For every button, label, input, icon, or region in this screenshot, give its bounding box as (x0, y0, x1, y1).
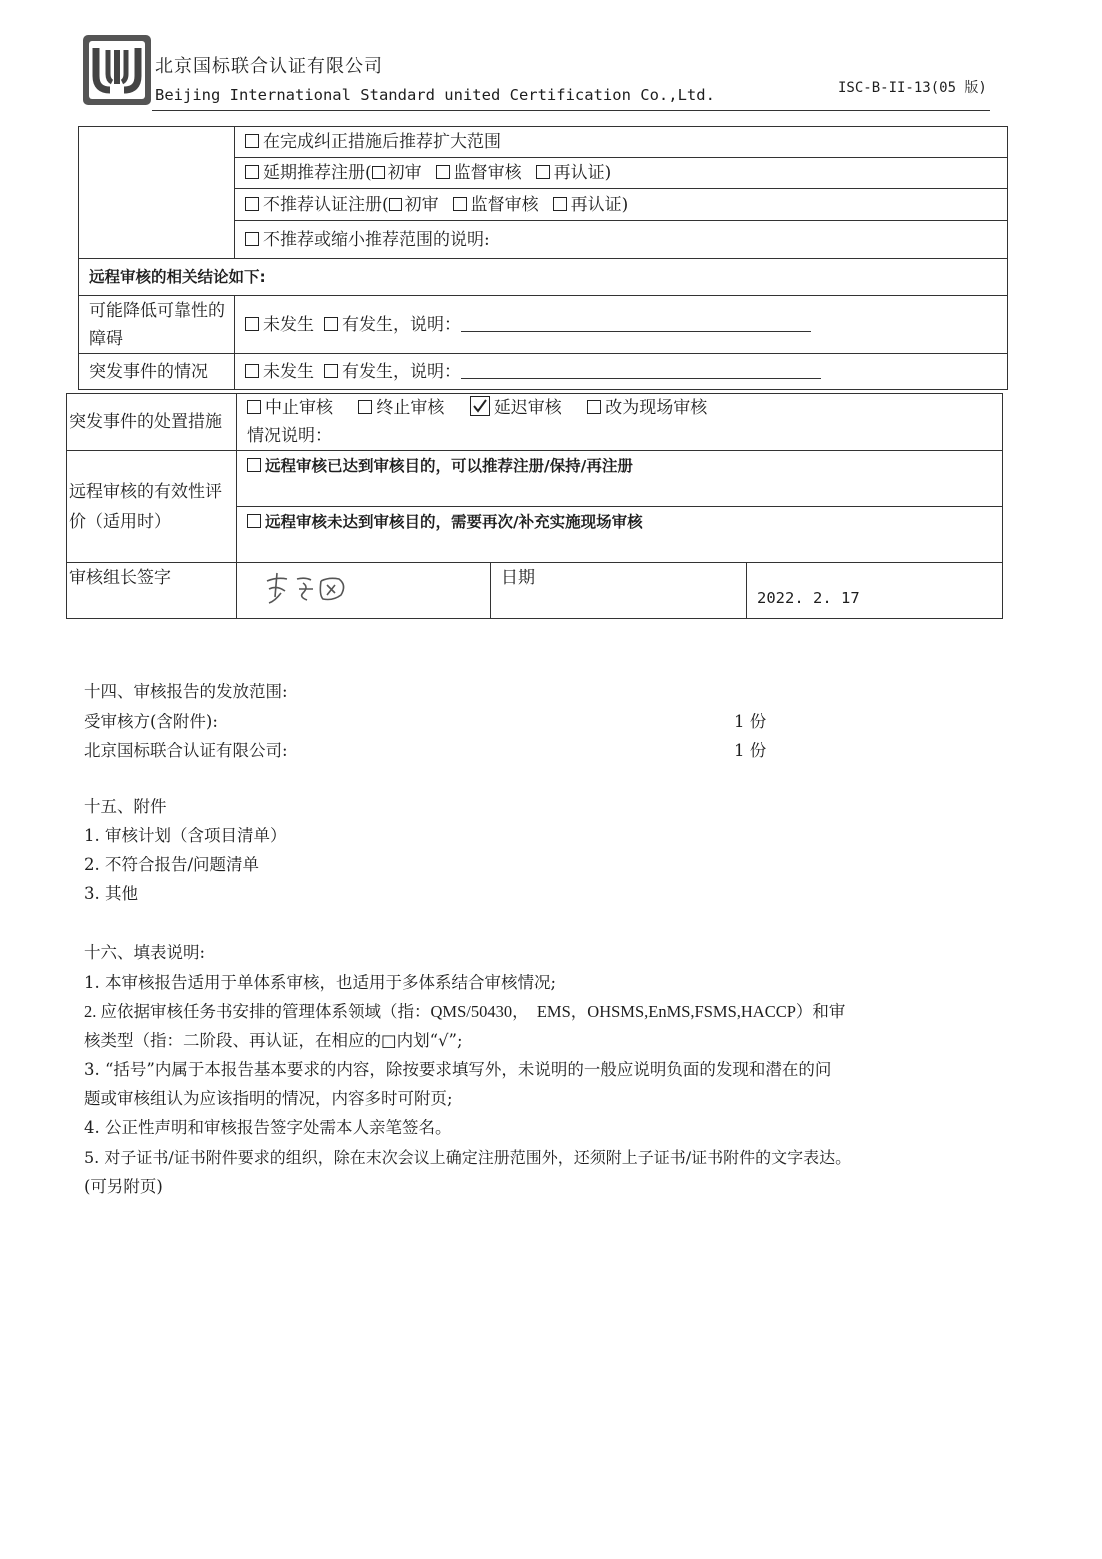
checkbox[interactable] (247, 458, 261, 472)
factor1-options: 未发生 有发生，说明： (235, 296, 1008, 354)
blank-label-cell (79, 127, 235, 259)
company-logo-icon (82, 34, 152, 106)
company-name-en: Beijing International Standard united Certification Co.,Ltd. (155, 86, 715, 104)
checkbox[interactable] (372, 166, 385, 179)
rec-row-not-recommend: 不推荐认证注册( 初审 监督审核 再认证) (235, 189, 1008, 221)
measures-table (66, 393, 1003, 619)
checkbox[interactable] (245, 232, 259, 246)
measure-note: 情况说明： (247, 426, 332, 446)
instruction-line: 3. “括号”内属于本报告基本要求的内容，除按要求填写外，未说明的一般应说明负面的发现和潜在的问 (84, 1060, 832, 1079)
checkbox[interactable] (245, 165, 259, 179)
validity-label: 远程审核的有效性评价（适用时） (67, 451, 237, 563)
rec-row-delay: 延期推荐注册( 初审 监督审核 再认证) (235, 158, 1008, 189)
checked-checkbox[interactable] (470, 396, 490, 416)
instruction-line: 核类型（指：二阶段、再认证，在相应的□内划“√”; (84, 1031, 463, 1050)
instruction-line: 5. 对子证书/证书附件要求的组织，除在末次会议上确定注册范围外，还须附上子证书/证书附件的文字表达。 (84, 1148, 852, 1167)
factor2-label: 突发事件的情况 (79, 354, 235, 390)
distribution-label: 受审核方(含附件): (84, 712, 218, 731)
explanation-line[interactable] (461, 317, 811, 332)
checkbox[interactable] (553, 197, 567, 211)
rec-row-expand: 在完成纠正措施后推荐扩大范围 (235, 127, 1008, 158)
distribution-count: 1 份 (734, 712, 767, 731)
instruction-line: 题或审核组认为应该指明的情况，内容多时可附页; (84, 1089, 453, 1108)
checkmark-icon (471, 397, 489, 415)
measure-label: 突发事件的处置措施 (67, 394, 237, 451)
checkbox[interactable] (245, 317, 259, 331)
recommendation-table (78, 126, 1008, 390)
section-15-title: 十五、附件 (84, 797, 167, 816)
document-code: ISC-B-II-13(05 版) (838, 80, 987, 96)
checkbox[interactable] (245, 197, 259, 211)
explanation-line[interactable] (461, 364, 821, 379)
company-name-cn: 北京国标联合认证有限公司 (155, 56, 383, 77)
attachment-item: 3. 其他 (84, 884, 138, 903)
checkbox[interactable] (324, 364, 338, 378)
instruction-line: 4. 公正性声明和审核报告签字处需本人亲笔签名。 (84, 1118, 452, 1137)
date-value: 2022. 2. 17 (747, 563, 1003, 619)
handwritten-signature-icon (259, 567, 369, 607)
validity-option-1: 远程审核已达到审核目的，可以推荐注册/保持/再注册 (237, 451, 1003, 507)
distribution-count: 1 份 (734, 741, 767, 760)
header-divider (152, 110, 990, 111)
checkbox[interactable] (358, 400, 372, 414)
factor1-label: 可能降低可靠性的障碍 (79, 296, 235, 354)
date-label: 日期 (491, 563, 747, 619)
factor2-options: 未发生 有发生，说明： (235, 354, 1008, 390)
instruction-line: 2. 应依据审核任务书安排的管理体系领域（指：QMS/50430， EMS，OHSMS,EnMS,FSMS,HACCP）和审 (84, 1002, 846, 1021)
checkbox[interactable] (324, 317, 338, 331)
rec-row-explanation: 不推荐或缩小推荐范围的说明: (235, 221, 1008, 259)
checkbox[interactable] (453, 197, 467, 211)
remote-conclusion-title: 远程审核的相关结论如下: (79, 259, 1008, 296)
validity-option-2: 远程审核未达到审核目的，需要再次/补充实施现场审核 (237, 507, 1003, 563)
leader-sign-label: 审核组长签字 (67, 563, 237, 619)
instruction-line: (可另附页) (84, 1177, 163, 1196)
checkbox[interactable] (436, 165, 450, 179)
checkbox[interactable] (247, 514, 261, 528)
section-14-title: 十四、审核报告的发放范围: (84, 682, 288, 701)
leader-signature-cell[interactable] (237, 563, 491, 619)
instruction-line: 1. 本审核报告适用于单体系审核，也适用于多体系结合审核情况; (84, 973, 557, 992)
attachment-item: 1. 审核计划（含项目清单） (84, 826, 287, 845)
checkbox[interactable] (536, 165, 550, 179)
measure-options: 中止审核 终止审核 延迟审核 改为现场审核 情况说明： (237, 394, 1003, 451)
checkbox[interactable] (587, 400, 601, 414)
checkbox[interactable] (389, 198, 402, 211)
checkbox[interactable] (245, 134, 259, 148)
attachment-item: 2. 不符合报告/问题清单 (84, 855, 260, 874)
checkbox[interactable] (245, 364, 259, 378)
checkbox[interactable] (247, 400, 261, 414)
section-16-title: 十六、填表说明: (84, 943, 206, 962)
distribution-label: 北京国标联合认证有限公司: (84, 741, 288, 760)
